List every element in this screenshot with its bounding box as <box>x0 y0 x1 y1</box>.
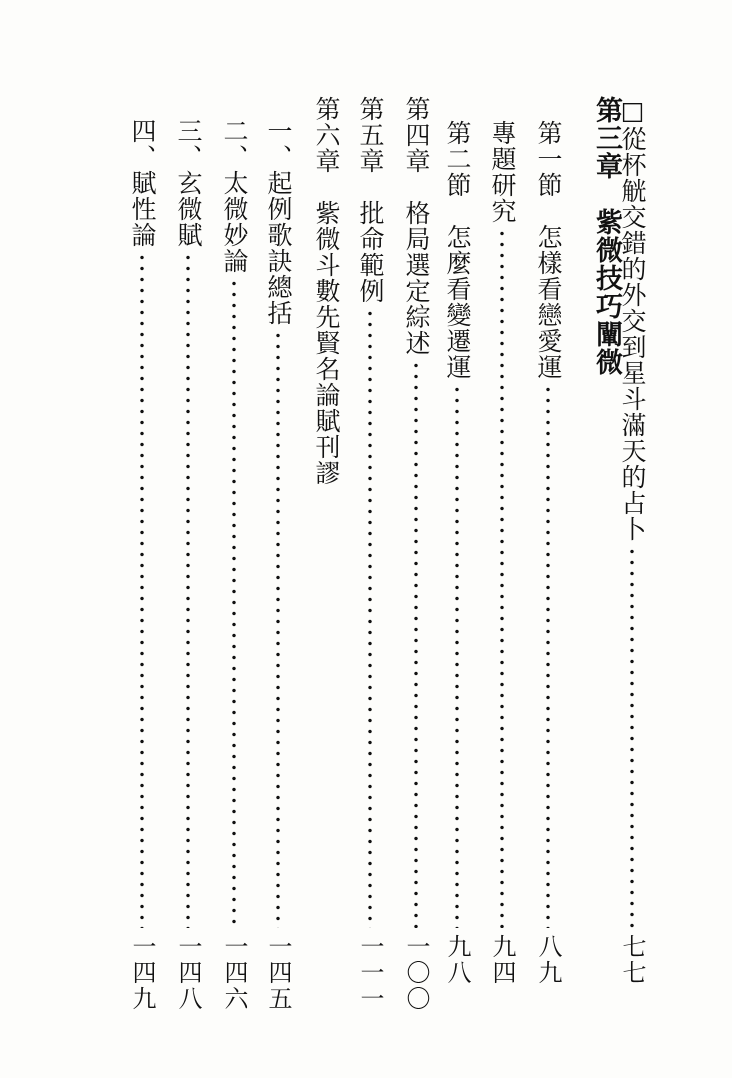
toc-entry-title: 第二節 怎麼看變遷運 <box>443 120 472 380</box>
toc-page-number: 八九 <box>534 934 562 986</box>
toc-entry-title: 一、起例歌訣總括 <box>264 118 293 326</box>
dot-leader <box>546 384 550 928</box>
toc-entry[interactable] <box>214 118 254 1016</box>
toc-entry[interactable] <box>437 120 477 1016</box>
dot-leader <box>500 228 504 928</box>
toc-entry-title: 第四章 格局選定綜述 <box>402 96 431 356</box>
toc-entry[interactable] <box>396 96 436 1016</box>
toc-page-number: 七七 <box>618 934 646 986</box>
toc-page-number: 一四五 <box>264 934 292 1012</box>
toc-entry[interactable] <box>350 96 390 1016</box>
toc-page-number: 一一一 <box>356 934 384 1012</box>
toc-entry-title: 二、太微妙論 <box>220 118 249 274</box>
toc-entry[interactable] <box>122 118 162 1016</box>
toc-entry-title: 第五章 批命範例 <box>356 96 385 304</box>
toc-page-number: 一四九 <box>128 934 156 1012</box>
toc-entry[interactable] <box>482 120 522 1016</box>
dot-leader <box>630 546 634 928</box>
toc-page-number: 一四八 <box>174 934 202 1012</box>
toc-page-number: 一四六 <box>220 934 248 1012</box>
chapter-title: 第六章 紫微斗數先賢名論賦刊謬 <box>312 96 341 486</box>
dot-leader <box>368 308 372 928</box>
toc-entry-title: □從杯觥交錯的外交到星斗滿天的占卜 <box>618 96 647 542</box>
toc-entry-title: 第一節 怎樣看戀愛運 <box>534 120 563 380</box>
dot-leader <box>276 330 280 928</box>
toc-entry[interactable] <box>168 118 208 1016</box>
chapter-title: 第三章 紫微技巧闡微 <box>591 96 622 376</box>
dot-leader <box>140 252 144 928</box>
dot-leader <box>455 384 459 928</box>
toc-page-number: 九四 <box>488 934 516 986</box>
toc-entry[interactable] <box>258 118 298 1016</box>
dot-leader <box>186 252 190 928</box>
dot-leader <box>232 278 236 928</box>
chapter-heading[interactable] <box>586 96 626 1016</box>
toc-entry-title: 專題研究 <box>488 120 517 224</box>
dot-leader <box>414 360 418 928</box>
toc-entry[interactable] <box>528 120 568 1016</box>
chapter-heading[interactable] <box>306 96 346 1016</box>
toc-entry-title: 四、賦性論 <box>128 118 157 248</box>
toc-page-number: 一〇〇 <box>402 934 430 1012</box>
toc-entry-title: 三、玄微賦 <box>174 118 203 248</box>
toc-page-number: 九八 <box>443 934 471 986</box>
